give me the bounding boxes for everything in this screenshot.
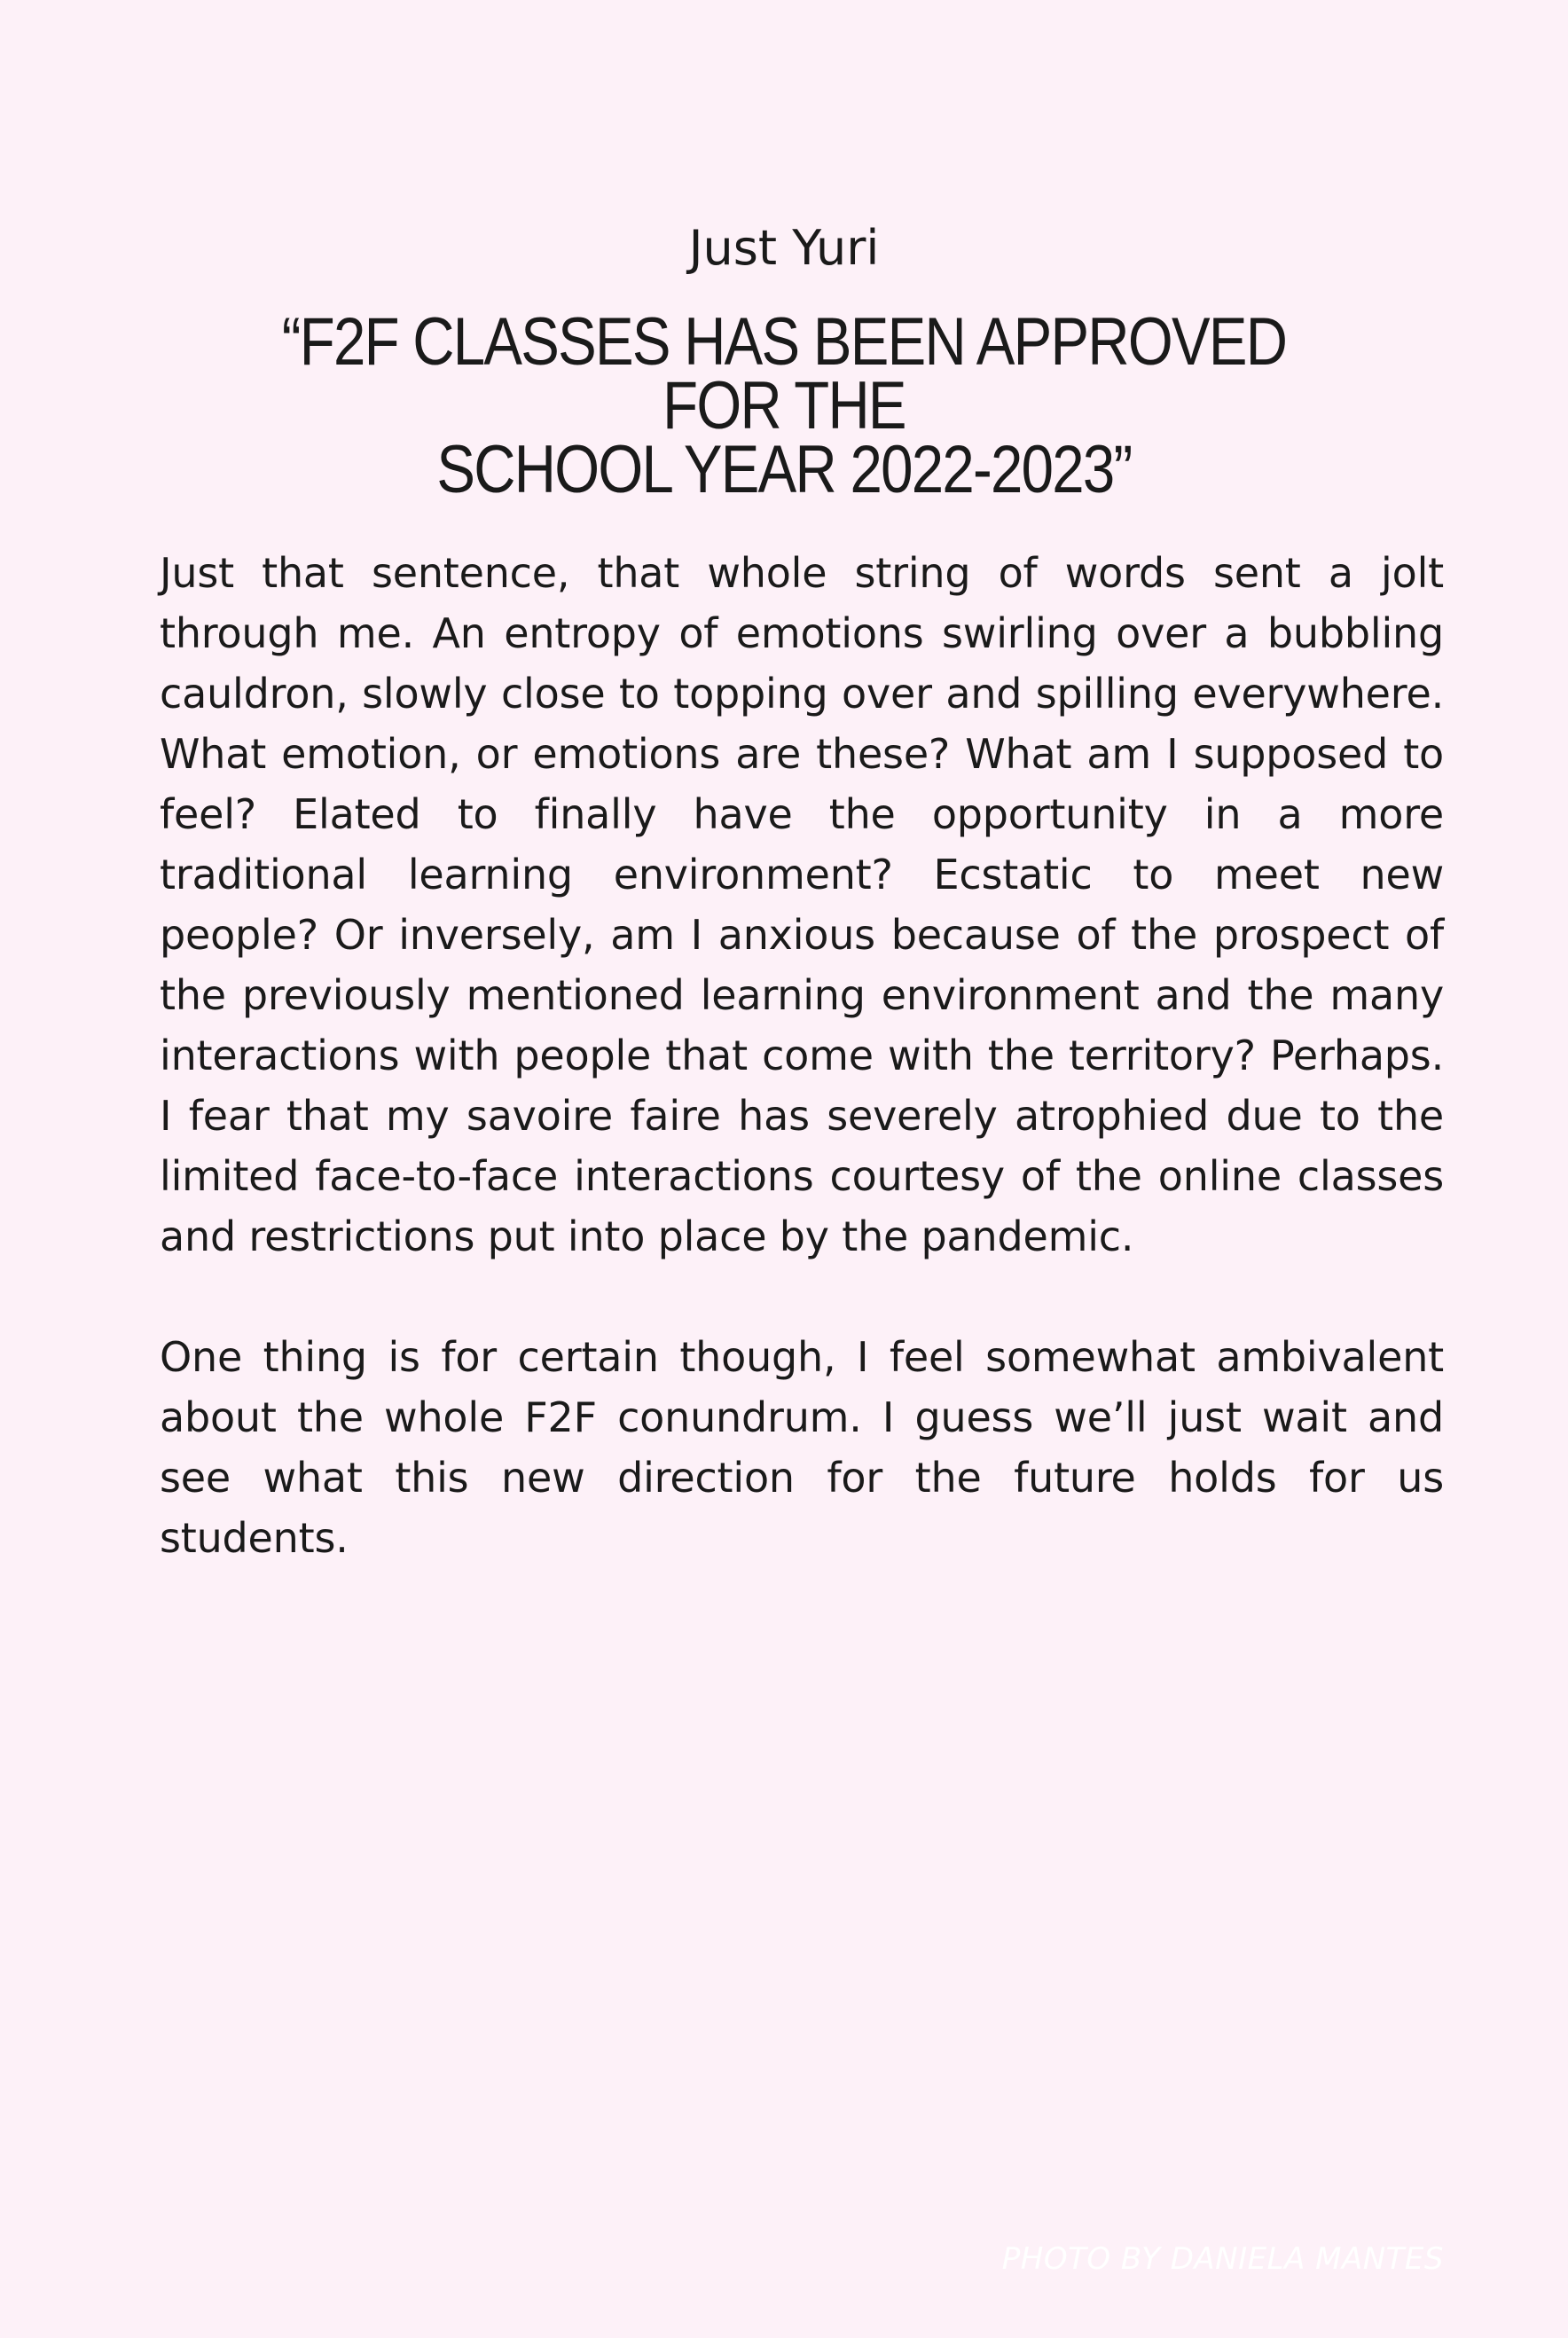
title-line-2: SCHOOL YEAR 2022-2023” [436, 432, 1132, 507]
author-name: Just Yuri [688, 220, 880, 276]
article-body [160, 543, 1444, 1568]
article-title [224, 304, 1344, 507]
paragraph-2: One thing is for certain though, I feel somewhat ambivalent about the whole F2F conundrum. I guess we’ll just wait and see what this new direction for the future holds for us students. [160, 1333, 1444, 1562]
paragraph-1: Just that sentence, that whole string of words sent a jolt through me. An entropy of emotions swirling over a bubbling cauldron, slowly close to topping over and spilling everywhere. What emotion, or emotions are these? What am I supposed to feel? Elated to finally have the opportunity in a more traditional learning environment? Ecstatic to meet new people? Or inversely, am I anxious because of the prospect of the previously mentioned learning environment and the many interactions with people that come with the territory? Perhaps. I fear that my savoire faire has severely atrophied due to the limited face-to-face interactions courtesy of the online classes and restrictions put into place by the pandemic. [160, 549, 1444, 1260]
title-line-1: “F2F CLASSES HAS BEEN APPROVED FOR THE [281, 304, 1287, 443]
photo-credit: PHOTO BY DANIELA MANTES [1001, 2241, 1444, 2277]
